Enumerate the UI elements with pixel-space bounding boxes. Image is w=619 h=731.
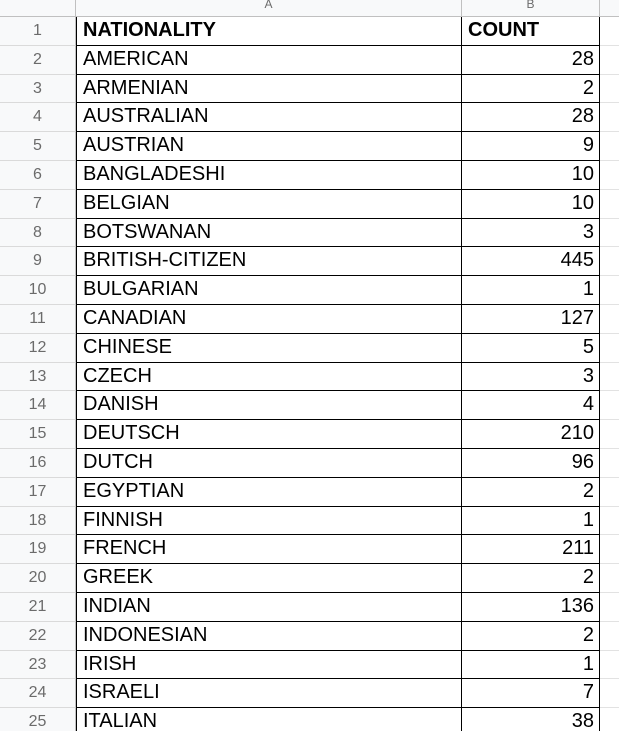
table-row [0,132,619,161]
nationality-cell[interactable]: GREEK [76,564,462,593]
row-number[interactable]: 1 [0,17,76,46]
row-number[interactable]: 7 [0,190,76,219]
table-row [0,420,619,449]
table-header-row [0,17,619,46]
empty-cell[interactable] [600,161,619,190]
count-cell[interactable]: 96 [462,449,600,478]
table-row [0,593,619,622]
nationality-cell[interactable]: CANADIAN [76,305,462,334]
empty-cell[interactable] [600,46,619,75]
nationality-cell[interactable]: FRENCH [76,535,462,564]
nationality-cell[interactable]: ISRAELI [76,679,462,708]
empty-cell[interactable] [600,334,619,363]
row-number[interactable]: 3 [0,75,76,104]
nationality-cell[interactable]: FINNISH [76,507,462,536]
empty-cell[interactable] [600,478,619,507]
header-cell-nationality[interactable]: NATIONALITY [76,17,462,46]
row-number[interactable]: 25 [0,708,76,731]
select-all-corner[interactable] [0,0,76,16]
table-row [0,46,619,75]
table-row [0,103,619,132]
row-number[interactable]: 10 [0,276,76,305]
nationality-cell[interactable]: BELGIAN [76,190,462,219]
nationality-cell[interactable]: CHINESE [76,334,462,363]
column-header-a[interactable]: A [76,0,462,16]
count-cell[interactable]: 7 [462,679,600,708]
row-number[interactable]: 20 [0,564,76,593]
table-row [0,679,619,708]
count-cell[interactable]: 4 [462,391,600,420]
empty-cell[interactable] [600,247,619,276]
nationality-cell[interactable]: ITALIAN [76,708,462,731]
cell-grid [0,17,619,731]
count-cell[interactable]: 28 [462,103,600,132]
count-cell[interactable]: 5 [462,334,600,363]
empty-cell[interactable] [600,132,619,161]
table-row [0,276,619,305]
row-number[interactable]: 5 [0,132,76,161]
empty-cell[interactable] [600,363,619,392]
table-row [0,161,619,190]
table-row [0,564,619,593]
table-row [0,363,619,392]
column-header-b[interactable]: B [462,0,600,16]
table-row [0,391,619,420]
table-row [0,334,619,363]
empty-cell[interactable] [600,305,619,334]
row-number[interactable]: 22 [0,622,76,651]
count-cell[interactable]: 10 [462,161,600,190]
row-number[interactable]: 17 [0,478,76,507]
table-row [0,449,619,478]
empty-cell[interactable] [600,449,619,478]
nationality-cell[interactable]: DUTCH [76,449,462,478]
row-number[interactable]: 24 [0,679,76,708]
count-cell[interactable]: 211 [462,535,600,564]
table-row [0,622,619,651]
table-row [0,535,619,564]
row-number[interactable]: 8 [0,219,76,248]
row-number[interactable]: 19 [0,535,76,564]
table-row [0,305,619,334]
row-number[interactable]: 12 [0,334,76,363]
empty-cell[interactable] [600,564,619,593]
count-cell[interactable]: 127 [462,305,600,334]
count-cell[interactable]: 2 [462,478,600,507]
nationality-cell[interactable]: AUSTRALIAN [76,103,462,132]
column-header-bar [0,0,619,17]
nationality-cell[interactable]: INDIAN [76,593,462,622]
nationality-cell[interactable]: BRITISH-CITIZEN [76,247,462,276]
nationality-cell[interactable]: AUSTRIAN [76,132,462,161]
empty-cell[interactable] [600,75,619,104]
empty-cell[interactable] [600,708,619,731]
nationality-cell[interactable]: IRISH [76,651,462,680]
table-row [0,190,619,219]
empty-cell[interactable] [600,219,619,248]
nationality-cell[interactable]: EGYPTIAN [76,478,462,507]
table-row [0,219,619,248]
count-cell[interactable]: 9 [462,132,600,161]
empty-cell[interactable] [600,17,619,46]
nationality-cell[interactable]: CZECH [76,363,462,392]
count-cell[interactable]: 1 [462,507,600,536]
table-row [0,75,619,104]
row-number[interactable]: 13 [0,363,76,392]
empty-cell[interactable] [600,276,619,305]
empty-cell[interactable] [600,190,619,219]
nationality-cell[interactable]: BULGARIAN [76,276,462,305]
count-cell[interactable]: 28 [462,46,600,75]
count-cell[interactable]: 3 [462,219,600,248]
table-row [0,651,619,680]
row-number[interactable]: 14 [0,391,76,420]
count-cell[interactable]: 2 [462,622,600,651]
empty-cell[interactable] [600,391,619,420]
empty-cell[interactable] [600,535,619,564]
row-number[interactable]: 15 [0,420,76,449]
table-row [0,708,619,731]
nationality-cell[interactable]: AMERICAN [76,46,462,75]
count-cell[interactable]: 210 [462,420,600,449]
nationality-cell[interactable]: INDONESIAN [76,622,462,651]
empty-cell[interactable] [600,593,619,622]
empty-cell[interactable] [600,679,619,708]
count-cell[interactable]: 2 [462,75,600,104]
table-row [0,507,619,536]
row-number[interactable]: 6 [0,161,76,190]
row-number[interactable]: 2 [0,46,76,75]
nationality-cell[interactable]: ARMENIAN [76,75,462,104]
row-number[interactable]: 11 [0,305,76,334]
row-number[interactable]: 4 [0,103,76,132]
row-number[interactable]: 23 [0,651,76,680]
count-cell[interactable]: 1 [462,276,600,305]
nationality-cell[interactable]: BANGLADESHI [76,161,462,190]
table-row [0,478,619,507]
nationality-cell[interactable]: DEUTSCH [76,420,462,449]
empty-cell[interactable] [600,103,619,132]
empty-cell[interactable] [600,420,619,449]
row-number[interactable]: 18 [0,507,76,536]
table-row [0,247,619,276]
row-number[interactable]: 16 [0,449,76,478]
row-number[interactable]: 9 [0,247,76,276]
count-cell[interactable]: 38 [462,708,600,731]
nationality-cell[interactable]: DANISH [76,391,462,420]
empty-cell[interactable] [600,622,619,651]
count-cell[interactable]: 3 [462,363,600,392]
nationality-cell[interactable]: BOTSWANAN [76,219,462,248]
empty-cell[interactable] [600,651,619,680]
column-header-c[interactable] [600,0,619,16]
empty-cell[interactable] [600,507,619,536]
count-cell[interactable]: 445 [462,247,600,276]
count-cell[interactable]: 136 [462,593,600,622]
header-cell-count[interactable]: COUNT [462,17,600,46]
row-number[interactable]: 21 [0,593,76,622]
count-cell[interactable]: 10 [462,190,600,219]
count-cell[interactable]: 1 [462,651,600,680]
count-cell[interactable]: 2 [462,564,600,593]
